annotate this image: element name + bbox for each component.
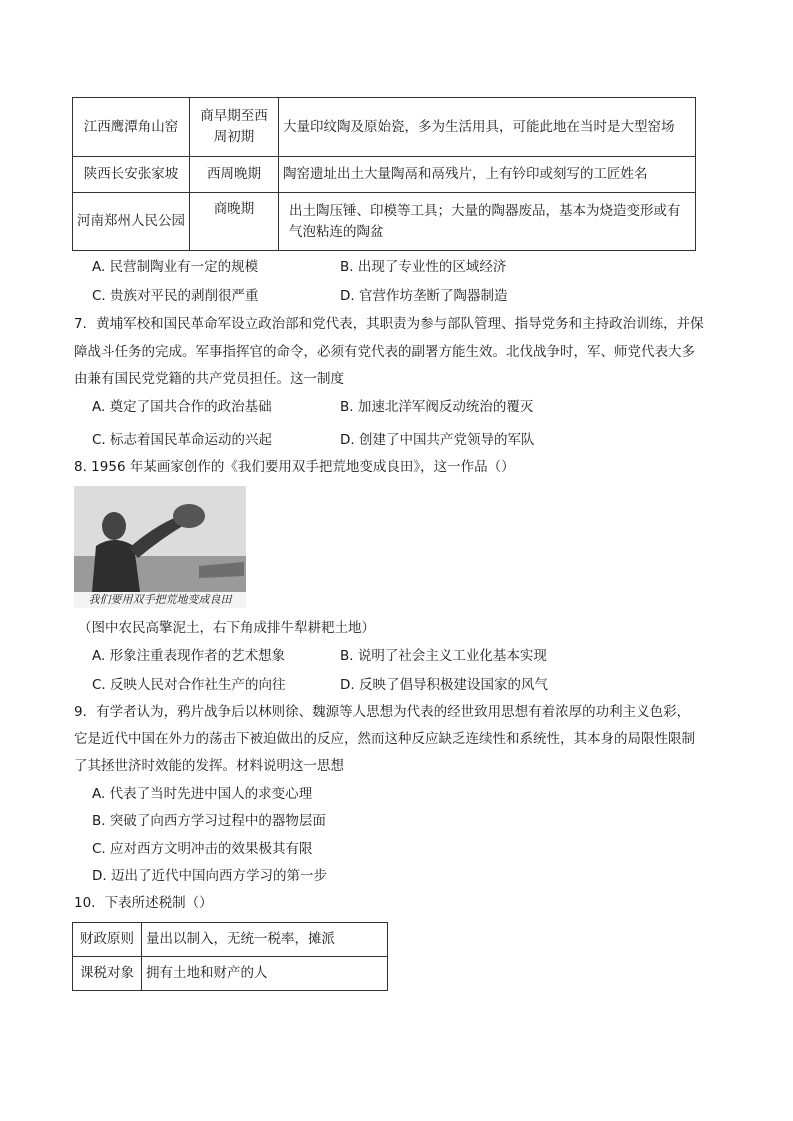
finding-cell: 出土陶压锤、印模等工具；大量的陶器废品，基本为烧造变形或有气泡粘连的陶盆: [279, 193, 696, 251]
poster-caption: 我们要用双手把荒地变成良田: [74, 592, 246, 608]
table-row: [73, 193, 696, 251]
period-cell: 西周晚期: [190, 157, 279, 193]
farmer-poster-image: [74, 486, 246, 592]
tax-key-cell: 课税对象: [73, 957, 142, 991]
pottery-sites-table: [72, 97, 696, 251]
q9-option-b[interactable]: B. 突破了向西方学习过程中的器物层面: [92, 813, 326, 829]
q8-note: （图中农民高擎泥土，右下角成排牛犁耕耙土地）: [78, 620, 375, 636]
q7-stem-line2: 障战斗任务的完成。军事指挥官的命令，必须有党代表的副署方能生效。北伐战争时，军、师党代表大多: [74, 344, 695, 360]
q8-option-d[interactable]: D. 反映了倡导积极建设国家的风气: [340, 677, 548, 693]
poster-illustration: [74, 486, 246, 608]
tax-value-cell: 量出以制入，无统一税率，摊派: [142, 923, 388, 957]
q6-option-c[interactable]: C. 贵族对平民的剥削很严重: [92, 288, 259, 304]
finding-cell: 大量印纹陶及原始瓷，多为生活用具，可能此地在当时是大型窑场: [279, 98, 696, 157]
q7-stem-line3: 由兼有国民党党籍的共产党员担任。这一制度: [74, 371, 344, 387]
finding-cell: 陶窑遗址出土大量陶鬲和鬲残片，上有钤印或刻写的工匠姓名: [279, 157, 696, 193]
tax-value-cell: 拥有土地和财产的人: [142, 957, 388, 991]
q8-option-c[interactable]: C. 反映人民对合作社生产的向往: [92, 677, 286, 693]
q9-stem-line2: 它是近代中国在外力的荡击下被迫做出的反应，然而这种反应缺乏连续性和系统性，其本身的局限性限制: [74, 731, 695, 747]
q7-option-b[interactable]: B. 加速北洋军阀反动统治的覆灭: [340, 399, 534, 415]
q8-option-b[interactable]: B. 说明了社会主义工业化基本实现: [340, 648, 547, 664]
q7-option-c[interactable]: C. 标志着国民革命运动的兴起: [92, 432, 273, 448]
q10-stem: 10．下表所述税制（）: [74, 895, 213, 911]
table-row: [73, 923, 388, 957]
q8-option-a[interactable]: A. 形象注重表现作者的艺术想象: [92, 648, 286, 664]
q9-stem-line3: 了其拯世济时效能的发挥。材料说明这一思想: [74, 758, 344, 774]
q8-stem: 8. 1956 年某画家创作的《我们要用双手把荒地变成良田》，这一作品（）: [74, 459, 515, 475]
q6-option-a[interactable]: A. 民营制陶业有一定的规模: [92, 259, 259, 275]
tax-key-cell: 财政原则: [73, 923, 142, 957]
tax-system-table: [72, 922, 388, 991]
q7-stem-line1: 7．黄埔军校和国民革命军设立政治部和党代表，其职责为参与部队管理、指导党务和主持政治训练，并保: [74, 316, 704, 332]
q9-stem-line1: 9．有学者认为，鸦片战争后以林则徐、魏源等人思想为代表的经世致用思想有着浓厚的功利主义色彩，: [74, 704, 691, 720]
q9-option-c[interactable]: C. 应对西方文明冲击的效果极其有限: [92, 841, 313, 857]
q7-option-a[interactable]: A. 奠定了国共合作的政治基础: [92, 399, 272, 415]
table-row: [73, 957, 388, 991]
table-row: [73, 157, 696, 193]
site-cell: 江西鹰潭角山窑: [73, 98, 190, 157]
q6-option-b[interactable]: B. 出现了专业性的区域经济: [340, 259, 507, 275]
period-cell: 商晚期: [190, 193, 279, 251]
q6-option-d[interactable]: D. 官营作坊垄断了陶器制造: [340, 288, 508, 304]
period-cell: 商早期至西周初期: [190, 98, 279, 157]
q7-option-d[interactable]: D. 创建了中国共产党领导的军队: [340, 432, 535, 448]
table-row: [73, 98, 696, 157]
site-cell: 陕西长安张家坡: [73, 157, 190, 193]
q9-option-d[interactable]: D. 迈出了近代中国向西方学习的第一步: [92, 868, 327, 884]
q9-option-a[interactable]: A. 代表了当时先进中国人的求变心理: [92, 786, 313, 802]
site-cell: 河南郑州人民公园: [73, 193, 190, 251]
